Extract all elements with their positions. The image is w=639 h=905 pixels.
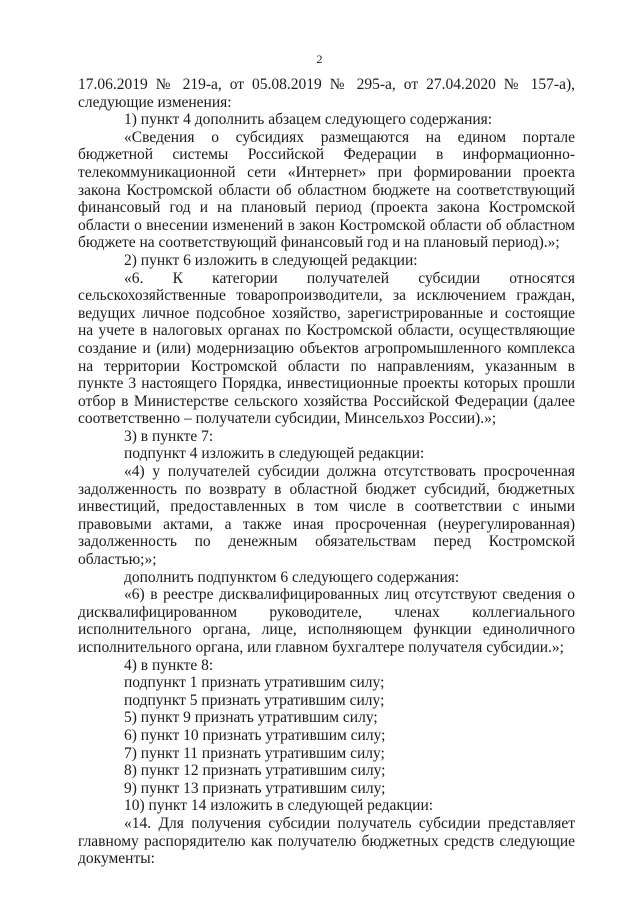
paragraph-subsidy-info: «Сведения о субсидиях размещаются на едином портале бюджетной системы Российской Федерации в информационно-телекоммуникационной сети «Интернет» при формировании проекта закона Костромской области об областном бюджете на соответствующий финансовый год и на плановый период (проекта закона Костромской области о внесении изменений в закон Костромской области об областном бюджете на соответствующий финансовый год и на плановый период).»; xyxy=(78,128,575,252)
paragraph-item-4: 4) в пункте 8: xyxy=(124,656,214,674)
paragraph-item-9: 9) пункт 13 признать утратившим силу; xyxy=(124,779,386,797)
paragraph-subitem-5-void: подпункт 5 признать утратившим силу; xyxy=(124,691,385,709)
paragraph-item-5: 5) пункт 9 признать утратившим силу; xyxy=(124,709,378,727)
paragraph-subitem-4-intro: подпункт 4 изложить в следующей редакции: xyxy=(124,445,425,463)
paragraph-item-3: 3) в пункте 7: xyxy=(124,427,214,445)
paragraph-item-7: 7) пункт 11 признать утратившим силу; xyxy=(124,744,385,762)
paragraph-point-6-text: «6. К категории получателей субсидии относятся сельскохозяйственные товаропроизводители, за исключением граждан, ведущих личное подсобное хозяйство, зарегистрированные и состоящие на учете в налоговых органах по Костромской области, осуществляющие создание и (или) модернизацию объектов агропромышленного комплекса на территории Костромской области по направлениям, указанным в пункте 3 настоящего Порядка, инвестиционные проекты которых прошли отбор в Министерстве сельского хозяйства Российской Федерации (далее соответственно – получатели субсидии, Минсельхоз России).»; xyxy=(78,269,575,428)
paragraph-item-2: 2) пункт 6 изложить в следующей редакции: xyxy=(124,251,418,269)
page-number: 2 xyxy=(316,52,323,66)
paragraph-item-6: 6) пункт 10 признать утратившим силу; xyxy=(124,726,386,744)
paragraph-subitem-6-text: «6) в реестре дисквалифицированных лиц отсутствуют сведения о дисквалифицированном руководителе, членах коллегиального исполнительного органа, лице, исполняющем функции единоличного исполнительного органа, или главном бухгалтере получателя субсидии.»; xyxy=(78,586,575,656)
paragraph-amendment-dates: 17.06.2019 № 219-а, от 05.08.2019 № 295-а, от 27.04.2020 № 157-а), следующие изменения: xyxy=(78,76,575,111)
paragraph-item-1: 1) пункт 4 дополнить абзацем следующего содержания: xyxy=(124,111,493,129)
paragraph-item-8: 8) пункт 12 признать утратившим силу; xyxy=(124,762,386,780)
paragraph-subitem-1-void: подпункт 1 признать утратившим силу; xyxy=(124,674,385,692)
document-body xyxy=(78,76,575,868)
paragraph-subitem-4-text: «4) у получателей субсидии должна отсутствовать просроченная задолженность по возврату в областной бюджет субсидий, бюджетных инвестиций, предоставленных в том числе в соответствии с иными правовыми актами, а также иная просроченная (неурегулированная) задолженность по денежным обязательствам перед Костромской областью;»; xyxy=(78,463,575,569)
paragraph-subitem-6-intro: дополнить подпунктом 6 следующего содержания: xyxy=(124,568,460,586)
paragraph-item-10: 10) пункт 14 изложить в следующей редакции: xyxy=(124,797,434,815)
paragraph-point-14-text: «14. Для получения субсидии получатель субсидии представляет главному распорядителю как получателю бюджетных средств следующие документы: xyxy=(78,814,575,868)
